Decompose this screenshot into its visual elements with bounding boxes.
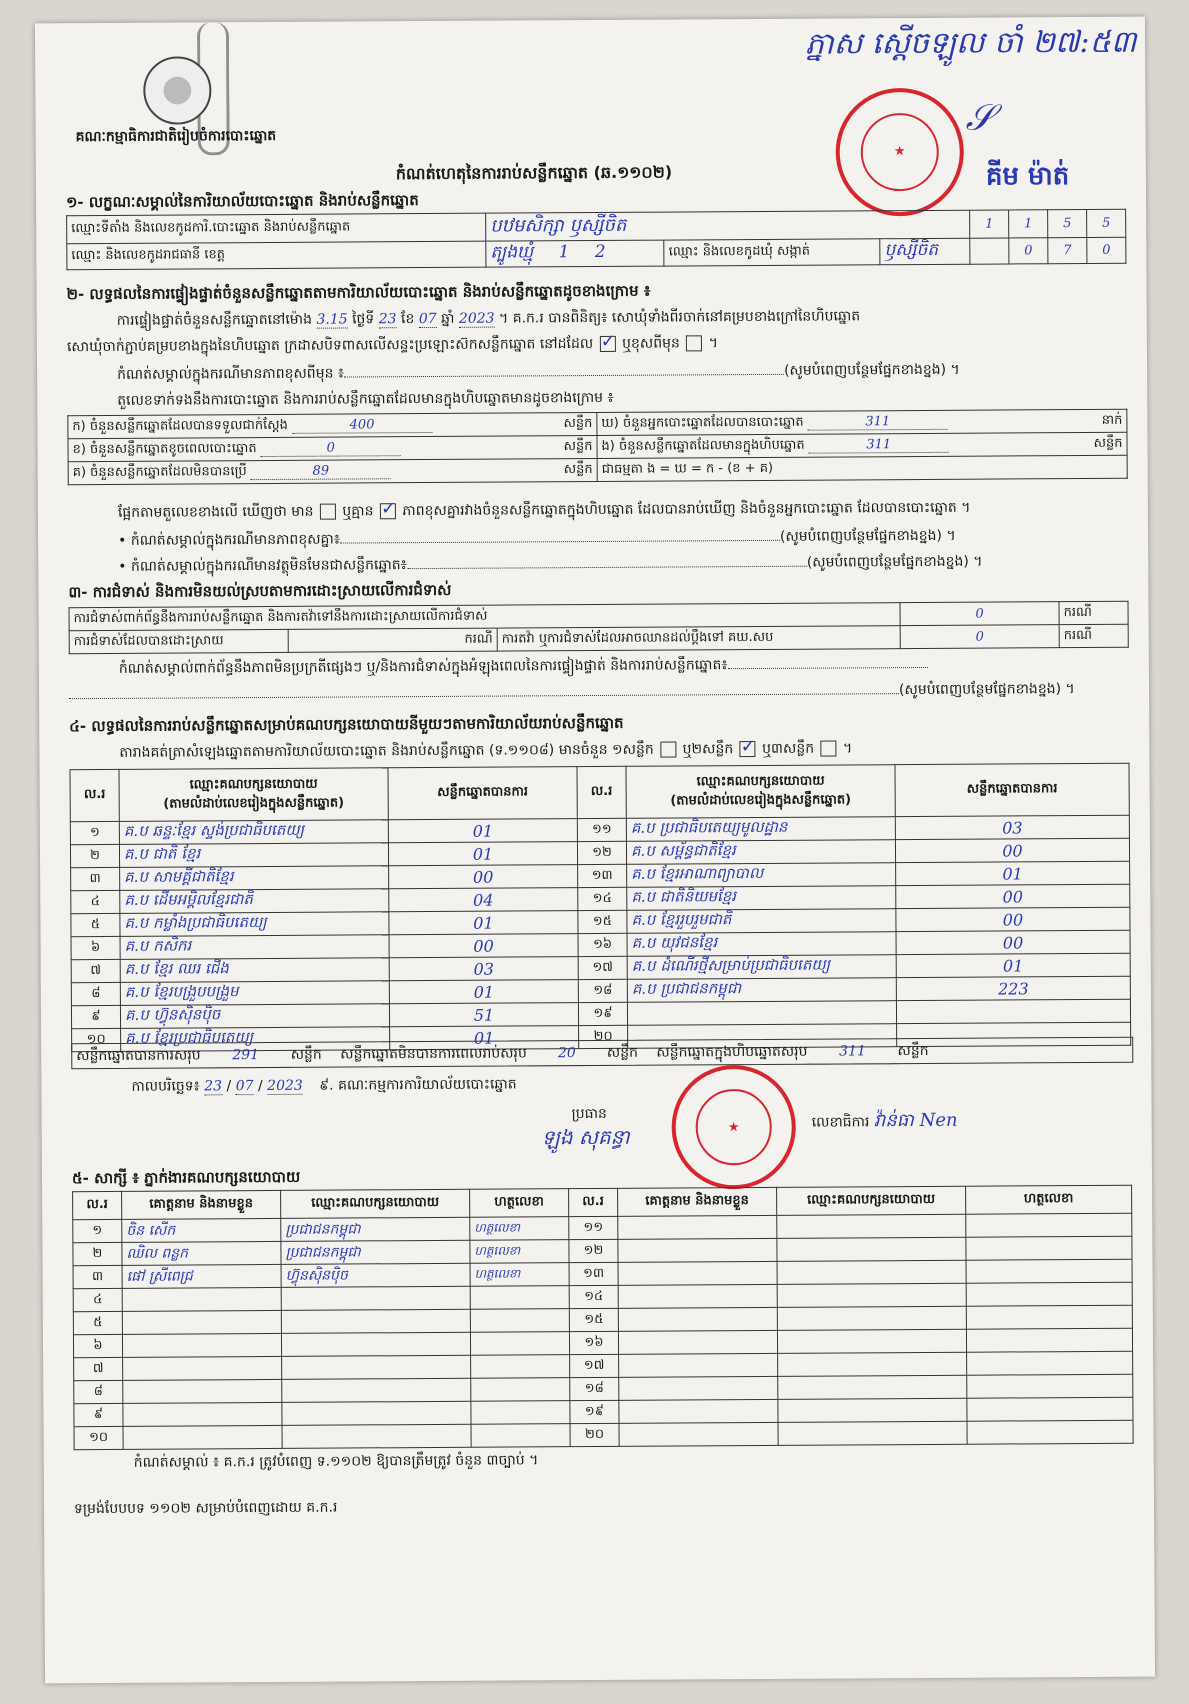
irregularity-note-cont: (សូមបំពេញបន្ថែមផ្នែកខាងខ្នង) ។: [69, 679, 1075, 706]
witness-party: ប្រជាជនកម្ពុជា: [281, 1240, 470, 1264]
row-no: ៩: [71, 1005, 120, 1028]
section-3-title: ៣- ការជំទាស់ និងការមិនយល់ស្របតាមការដោះស្រាយលើការជំទាស់: [68, 580, 452, 602]
row-no: ៤: [71, 890, 120, 913]
witness-party: [282, 1378, 471, 1402]
row-no: ១: [70, 821, 119, 844]
chair-label: ប្រធាន: [571, 1105, 607, 1123]
witness-signature: [471, 1424, 570, 1448]
party-name: គ.ប សម្ព័ន្ធជាតិខ្មែរ: [626, 840, 895, 865]
row-no: ៨: [74, 1380, 123, 1403]
row-no: ១៥: [569, 1308, 618, 1331]
witness-name: [123, 1425, 282, 1449]
figures-intro: តួលេខទាក់ទងនឹងការបោះឆ្នោត និងការរាប់សន្លឹកឆ្នោតដែលមានក្នុងហិបឆ្នោតមានដូចខាងក្រោម ៖: [117, 389, 614, 409]
row-no: ១៧: [578, 956, 627, 979]
figure-ka: ក) ចំនួនសន្លឹកឆ្នោតដែលបានទទួលជាក់ស្តែង 400 សន្លឹក: [68, 412, 597, 438]
party-name: គ.ប ឆន្ទៈខ្មែរ ស្ទង់ប្រជាធិបតេយ្យ: [119, 820, 388, 845]
three-sheets-checkbox[interactable]: [820, 741, 836, 757]
total-valid: 291: [201, 1043, 291, 1069]
witness-party: [282, 1424, 471, 1448]
witness-name: ចិន សើក: [122, 1218, 281, 1242]
party-votes: 223: [896, 976, 1130, 1000]
figures-table: [67, 409, 1127, 485]
verify-year: 2023: [458, 310, 495, 327]
row-no: ១៨: [570, 1377, 619, 1400]
row-no: ៧: [74, 1357, 123, 1380]
party-name: គ.ប ជាតិនិយមខ្មែរ: [627, 886, 896, 911]
party-votes: 00: [389, 934, 578, 958]
party-name: គ.ប ដើមអម្ពិលខ្មែរជាតិ: [120, 889, 389, 914]
witness-signature: [471, 1401, 570, 1425]
row-no: ៥: [71, 913, 120, 936]
commune-code-1: 0: [1009, 238, 1048, 264]
station-code-1: 1: [970, 210, 1009, 238]
row-no: ១៣: [569, 1262, 618, 1285]
official-stamp-bottom: ★: [671, 1065, 796, 1190]
org-name: គណៈកម្មាធិការជាតិរៀបចំការបោះឆ្នោត: [75, 127, 277, 146]
row-no: ២០: [579, 1025, 628, 1048]
figure-formula: ជាធម្មតា ង = ឃ = ក - (ខ + គ): [597, 455, 1127, 481]
row-no: ៦: [73, 1334, 122, 1357]
objection-row-2-label: ការជំទាស់ដែលបានដោះស្រាយ: [69, 629, 288, 653]
party-votes: 00: [896, 884, 1130, 908]
figure-ngo: ង) ចំនួនសន្លឹកឆ្នោតដែលមានក្នុងហិបឆ្នោត 311 សន្លឹក: [597, 432, 1127, 458]
top-handwritten-note: ភ្នាស ស្តើចឡូល ចាំ ២៧:៥៣: [804, 24, 1137, 62]
form-title: កំណត់ហេតុនៃការរាប់សន្លឹកឆ្នោត (ឆ.១១០២): [395, 162, 673, 184]
witness-signature: ហត្ថលេខា: [470, 1217, 569, 1241]
row-no: ១១: [577, 818, 626, 841]
row-no: ៣: [73, 1265, 122, 1288]
row-no: ៨: [71, 982, 120, 1005]
row-no: ១១: [569, 1216, 618, 1239]
changed-checkbox[interactable]: [686, 335, 702, 351]
witness-signature: ហត្ថលេខា: [470, 1240, 569, 1264]
row-no: ១: [73, 1219, 122, 1242]
row-no: ១៤: [578, 887, 627, 910]
discrepancy-line: ផ្អែកតាមតួលេខខាងលើ ឃើញថា មាន ឬគ្មាន ✓ ភាពខុសគ្នារវាងចំនួនសន្លឹកឆ្នោតក្នុងហិបឆ្នោត ដែលបានរាប់ឃើញ និងចំនួនអ្នកបោះឆ្នោត ដែលបានបោះឆ្នោត ។: [118, 498, 971, 524]
figure-kha: ខ) ចំនួនសន្លឹកឆ្នោតខូចពេលបោះឆ្នោត 0 សន្លឹក: [68, 435, 597, 461]
total-in-box: 311: [807, 1039, 897, 1065]
party-name: គ.ប ដំណើរថ្មីសម្រាប់ប្រជាធិបតេយ្យ: [627, 955, 896, 980]
row-no: ៦: [71, 936, 120, 959]
row-no: ៧: [71, 959, 120, 982]
one-sheet-checkbox[interactable]: [660, 742, 676, 758]
row-no: ១៤: [569, 1285, 618, 1308]
witness-party: [282, 1355, 471, 1379]
section-5-title: ៥- សាក្សី ៖ ភ្នាក់ងារគណបក្សនយោបាយ: [71, 1167, 301, 1188]
party-votes: 01: [389, 911, 578, 935]
row-no: ៥: [73, 1311, 122, 1334]
witness-name: [123, 1356, 282, 1380]
party-votes: 00: [389, 865, 578, 889]
row-no: ១០: [72, 1028, 121, 1051]
witness-name: [122, 1333, 281, 1357]
objection-row-1-value: 0: [900, 602, 1059, 626]
witness-signature: [470, 1309, 569, 1333]
station-label: ឈ្មោះទីតាំង និងលេខកូដការិ.បោះឆ្នោត និងរាប់សន្លឹកឆ្នោត: [67, 213, 486, 244]
figure-ko: គ) ចំនួនសន្លឹកឆ្នោតដែលមិនបានប្រើ 89 សន្លឹក: [68, 458, 597, 484]
party-votes: 01: [389, 980, 578, 1004]
unchanged-checkbox[interactable]: [600, 336, 616, 352]
signer-name: គីម ម៉ាត់: [985, 161, 1070, 192]
witness-signature: [470, 1332, 569, 1356]
section-2-title: ២- លទ្ធផលនៃការផ្ទៀងផ្ទាត់ចំនួនសន្លឹកឆ្នោតតាមការិយាល័យបោះឆ្នោត និងរាប់សន្លឹកឆ្នោតដូចខាងក្រោម ៖: [66, 281, 651, 304]
no-discrepancy-checkbox[interactable]: [380, 503, 396, 519]
party-votes: 03: [389, 957, 578, 981]
witness-party: [281, 1309, 470, 1333]
station-code-4: 5: [1087, 209, 1126, 237]
party-votes: 03: [895, 815, 1129, 839]
witness-party: [282, 1401, 471, 1425]
witness-name: ឈិល ពន្លក: [122, 1241, 281, 1265]
form-sheet: [35, 17, 1155, 1684]
witness-name: ផៅ ស្រីពេជ្រ: [122, 1264, 281, 1288]
row-no: ១២: [577, 841, 626, 864]
witness-name: [123, 1379, 282, 1403]
row-no: ១៩: [578, 1002, 627, 1025]
witness-signature: ហត្ថលេខា: [470, 1263, 569, 1287]
objection-row-2-mid: ការតវ៉ា ឬការជំទាស់ដែលអាចឈានដល់ប្តឹងទៅ គឃ.សប: [497, 626, 900, 651]
verify-month: 07: [418, 310, 437, 328]
party-votes: [896, 999, 1130, 1023]
party-votes: 01: [390, 1026, 579, 1050]
verify-time: 3.15: [316, 311, 348, 328]
province-value: ត្បូងឃ្មុំ 1 2: [486, 240, 665, 267]
row-no: ២: [73, 1242, 122, 1265]
tally-sheets-line: តារាងគត់ត្រាសំឡេងឆ្នោតតាមការិយាល័យបោះឆ្នោត និងរាប់សន្លឹកឆ្នោត (ទ.១១០៨) មានចំនួន ១សន្លឹក ឬ២សន្លឹក ✓ ឬ៣សន្លឹក ។: [119, 738, 852, 763]
date-line: កាលបរិច្ឆេទ៖ 23 / 07 / 2023 ៩. គណៈកម្មការការិយាល័យបោះឆ្នោត: [131, 1076, 517, 1095]
party-votes: 51: [389, 1003, 578, 1027]
witness-signature: [471, 1378, 570, 1402]
party-name: គ.ប ខ្មែរបង្រួបបង្រួម: [120, 981, 389, 1006]
witness-table: ល.រ គោត្តនាម និងនាមខ្លួន ឈ្មោះគណបក្សនយោបាយ ហត្ថលេខា ល.រ គោត្តនាម និងនាមខ្លួន ឈ្មោះគណបក្សនយោបាយ ហត្ថលេខា ១ ចិន សើក ប្រជាជនកម្ពុជា ហត្ថលេខា ១១ ២ ឈិល ពន្លក ប្រជាជនកម្ពុជា ហត្ថលេខា ១២ ៣ ផៅ ស្រីពេជ្រ ហ៊្វុនស៊ិនប៉ិច ហត្ថលេខា ១៣ ៤ ១៤ ៥ ១៥ ៦ ១៦ ៧ ១៧ ៨ ១៨ ៩ ១៩ ១០ ២០: [72, 1185, 1134, 1450]
objection-table: ការជំទាស់ពាក់ព័ន្ធនឹងការរាប់សន្លឹកឆ្នោត និងការតវ៉ាទៅនឹងការដោះស្រាយលើការជំទាស់ 0 ករណី ការជំទាស់ដែលបានដោះស្រាយ ករណី ការតវ៉ា ឬការជំទាស់ដែលអាចឈានដល់ប្តឹងទៅ គឃ.សប 0 ករណី: [69, 601, 1129, 654]
witness-party: ហ៊្វុនស៊ិនប៉ិច: [281, 1263, 470, 1287]
witness-signature: [471, 1355, 570, 1379]
row-no: ៩: [74, 1403, 123, 1426]
row-no: ១៩: [570, 1400, 619, 1423]
official-stamp-top: ★: [835, 88, 964, 217]
commune-label: ឈ្មោះ និងលេខកូដឃុំ សង្កាត់: [664, 239, 880, 266]
station-code-3: 5: [1048, 209, 1087, 237]
row-no: ២០: [570, 1423, 619, 1446]
vote-totals: សន្លឹកឆ្នោតបានការសរុប 291 សន្លឹក សន្លឹកឆ្នោតមិនបានការពេលរាប់សរុប 20 សន្លឹក សន្លឹកឆ្នោតក្នុងហិបឆ្នោតសរុប 311 សន្លឹក: [71, 1037, 1133, 1069]
party-votes: 01: [388, 842, 577, 866]
figure-gho: ឃ) ចំនួនអ្នកបោះឆ្នោតដែលបានបោះឆ្នោត 311 នាក់: [597, 409, 1127, 435]
row-no: ២: [70, 844, 119, 867]
row-no: ១៥: [578, 910, 627, 933]
total-invalid: 20: [527, 1041, 607, 1066]
has-discrepancy-checkbox[interactable]: [320, 504, 336, 520]
bullet-1: • កំណត់សម្គាល់ក្នុងករណីមានភាពខុសគ្នា៖ (សូមបំពេញបន្ថែមផ្នែកខាងខ្នង) ។: [118, 527, 956, 549]
witness-name: [122, 1310, 281, 1334]
party-votes-table: ល.រ ឈ្មោះគណបក្សនយោបាយ (តាមលំដាប់លេខរៀងក្នុងសន្លឹកឆ្នោត) សន្លឹកឆ្នោតបានការ ល.រ ឈ្មោះគណបក្សនយោបាយ (តាមលំដាប់លេខរៀងក្នុងសន្លឹកឆ្នោត) សន្លឹកឆ្នោតបានការ ១ គ.ប ឆន្ទៈខ្មែរ ស្ទង់ប្រជាធិបតេយ្យ 01 ១១ គ.ប ប្រជាធិបតេយ្យមូលដ្ឋាន 03 ២ គ.ប ជាតិ ខ្មែរ 01 ១២ គ.ប សម្ព័ន្ធជាតិខ្មែរ 00 ៣ គ.ប សាមគ្គីជាតិខ្មែរ 00 ១៣ គ.ប ខ្មែរអាណាព្យាបាល 01 ៤ គ.ប ដើមអម្ពិលខ្មែរជាតិ 04 ១៤ គ.ប ជាតិនិយមខ្មែរ 00 ៥ គ.ប កម្លាំងប្រជាធិបតេយ្យ 01 ១៥ គ.ប ខ្មែររួបរួមជាតិ 00 ៦ គ.ប កសិករ 00 ១៦ គ.ប យុវជនខ្មែរ 00 ៧ គ.ប ខ្មែរ ឈរ ជើង 03 ១៧ គ.ប ដំណើរថ្មីសម្រាប់ប្រជាធិបតេយ្យ 01 ៨ គ.ប ខ្មែរបង្រួបបង្រួម 01 ១៨ គ.ប ប្រជាជនកម្ពុជា 223 ៩ គ.ប ហ៊្វុនស៊ិនប៉ិច 51 ១៩ ១០ គ.ប ខ្មែរប្រជាធិបតេយ្យ 01 ២០: [69, 763, 1131, 1052]
party-name: គ.ប ខ្មែររួបរួមជាតិ: [627, 909, 896, 934]
party-votes: 01: [896, 953, 1130, 977]
secretary-line: លេខាធិការ វ៉ាន់ធា Nen: [811, 1109, 958, 1132]
row-no: ៣: [71, 867, 120, 890]
party-votes: 00: [896, 930, 1130, 954]
witness-signature: [470, 1286, 569, 1310]
row-no: ១០: [74, 1426, 123, 1449]
row-no: ១៧: [570, 1354, 619, 1377]
party-name: គ.ប ប្រជាជនកម្ពុជា: [627, 978, 896, 1003]
row-no: ៤: [73, 1288, 122, 1311]
two-sheets-checkbox[interactable]: [740, 741, 756, 757]
section-1-title: ១- លក្ខណៈសម្គាល់នៃការិយាល័យបោះឆ្នោត និងរាប់សន្លឹកឆ្នោត: [65, 191, 419, 212]
witness-party: ប្រជាជនកម្ពុជា: [281, 1217, 470, 1241]
witness-name: [122, 1287, 281, 1311]
party-name: គ.ប កសិករ: [120, 935, 389, 960]
witness-party: [281, 1332, 470, 1356]
objection-row-2-value: 0: [900, 625, 1059, 649]
party-name: គ.ប កម្លាំងប្រជាធិបតេយ្យ: [120, 912, 389, 937]
verify-line-1: ការផ្ទៀងផ្ទាត់ចំនួនសន្លឹកឆ្នោតនៅម៉ោង 3.15 ថ្ងៃទី 23 ខែ 07 ឆ្នាំ 2023 ។ គ.ក.រ បានពិនិត្យ៖ សោឃុំទាំងពីរចាក់នៅគម្របខាងក្រៅនៃហិបឆ្នោត: [116, 308, 861, 329]
party-name: គ.ប ជាតិ ខ្មែរ: [119, 843, 388, 868]
row-no: ១៦: [578, 933, 627, 956]
change-note-line: កំណត់សម្គាល់ក្នុងករណីមានភាពខុសពីមុន ៖ (សូមបំពេញបន្ថែមផ្នែកខាងខ្នង) ។: [117, 361, 960, 383]
party-name: គ.ប ខ្មែរអាណាព្យាបាល: [627, 863, 896, 888]
party-votes: 04: [389, 888, 578, 912]
station-value: បឋមសិក្សា ឫស្សីចិត: [486, 210, 970, 241]
verify-day: 23: [378, 311, 397, 328]
province-label: ឈ្មោះ និងលេខកូដរាជធានី ខេត្ត: [67, 241, 486, 270]
party-name: គ.ប ហ៊្វុនស៊ិនប៉ិច: [120, 1004, 389, 1029]
objection-row-1-label: ការជំទាស់ពាក់ព័ន្ធនឹងការរាប់សន្លឹកឆ្នោត និងការតវ៉ាទៅនឹងការដោះស្រាយលើការជំទាស់: [69, 603, 900, 631]
party-name: គ.ប យុវជនខ្មែរ: [627, 932, 896, 957]
section-4-title: ៤- លទ្ធផលនៃការរាប់សន្លឹកឆ្នោតសម្រាប់គណបក្សនយោបាយនីមួយៗតាមការិយាល័យរាប់សន្លឹកឆ្នោត: [69, 713, 624, 736]
section-1-table: [66, 209, 1126, 270]
party-votes: 00: [895, 838, 1129, 862]
party-votes: 00: [896, 907, 1130, 931]
party-name: គ.ប ប្រជាធិបតេយ្យមូលដ្ឋាន: [626, 817, 895, 842]
signature-top-icon: 𝒮: [965, 97, 994, 139]
party-name: គ.ប ខ្មែរប្រជាធិបតេយ្យ: [121, 1027, 390, 1052]
commune-code-3: 0: [1087, 237, 1126, 263]
party-votes: 01: [896, 861, 1130, 885]
witness-name: [123, 1402, 282, 1426]
emblem-icon: [143, 56, 211, 124]
party-name: គ.ប ខ្មែរ ឈរ ជើង: [120, 958, 389, 983]
verify-line-2: សោឃុំចាក់ភ្ជាប់គម្របខាងក្នុងនៃហិបឆ្នោត ក្រដាសបិទពាសលើសន្ទះប្រឡោះស៊កសន្លឹកឆ្នោត នៅដដែល ✓ ឬខុសពីមុន ។: [67, 331, 1127, 358]
party-votes: 01: [388, 819, 577, 843]
row-no: ១២: [569, 1239, 618, 1262]
witness-party: [281, 1286, 470, 1310]
commune-code-2: 7: [1048, 237, 1087, 263]
bullet-2: • កំណត់សម្គាល់ក្នុងករណីមានវត្ថុមិនមែនជាសន្លឹកឆ្នោត៖ (សូមបំពេញបន្ថែមផ្នែកខាងខ្នង) ។: [118, 553, 983, 575]
form-note: ទម្រង់បែបបទ ១១០២ សម្រាប់បំពេញដោយ គ.ក.រ: [73, 1499, 338, 1518]
chair-signature: ឡូង សុគន្ធា: [541, 1124, 630, 1150]
station-code-2: 1: [1009, 210, 1048, 238]
commune-value: ឫស្សីចិត: [880, 238, 970, 265]
party-name: [627, 1001, 896, 1026]
footnote: កំណត់សម្គាល់ ៖ គ.ក.រ ត្រូវបំពេញ ទ.១១០២ ឱ្យបានត្រឹមត្រូវ ចំនួន ៣ច្បាប់ ។: [133, 1452, 539, 1471]
irregularity-note: កំណត់សម្គាល់ពាក់ព័ន្ធនឹងភាពមិនប្រក្រតីផ្សេងៗ ឬ/និងការជំទាស់ក្នុងអំឡុងពេលនៃការផ្ទៀងផ្ទាត់ និងការរាប់សន្លឹកឆ្នោត៖: [119, 653, 1129, 680]
row-no: ១៨: [578, 979, 627, 1002]
row-no: ១៣: [578, 864, 627, 887]
party-name: គ.ប សាមគ្គីជាតិខ្មែរ: [120, 866, 389, 891]
row-no: ១៦: [569, 1331, 618, 1354]
